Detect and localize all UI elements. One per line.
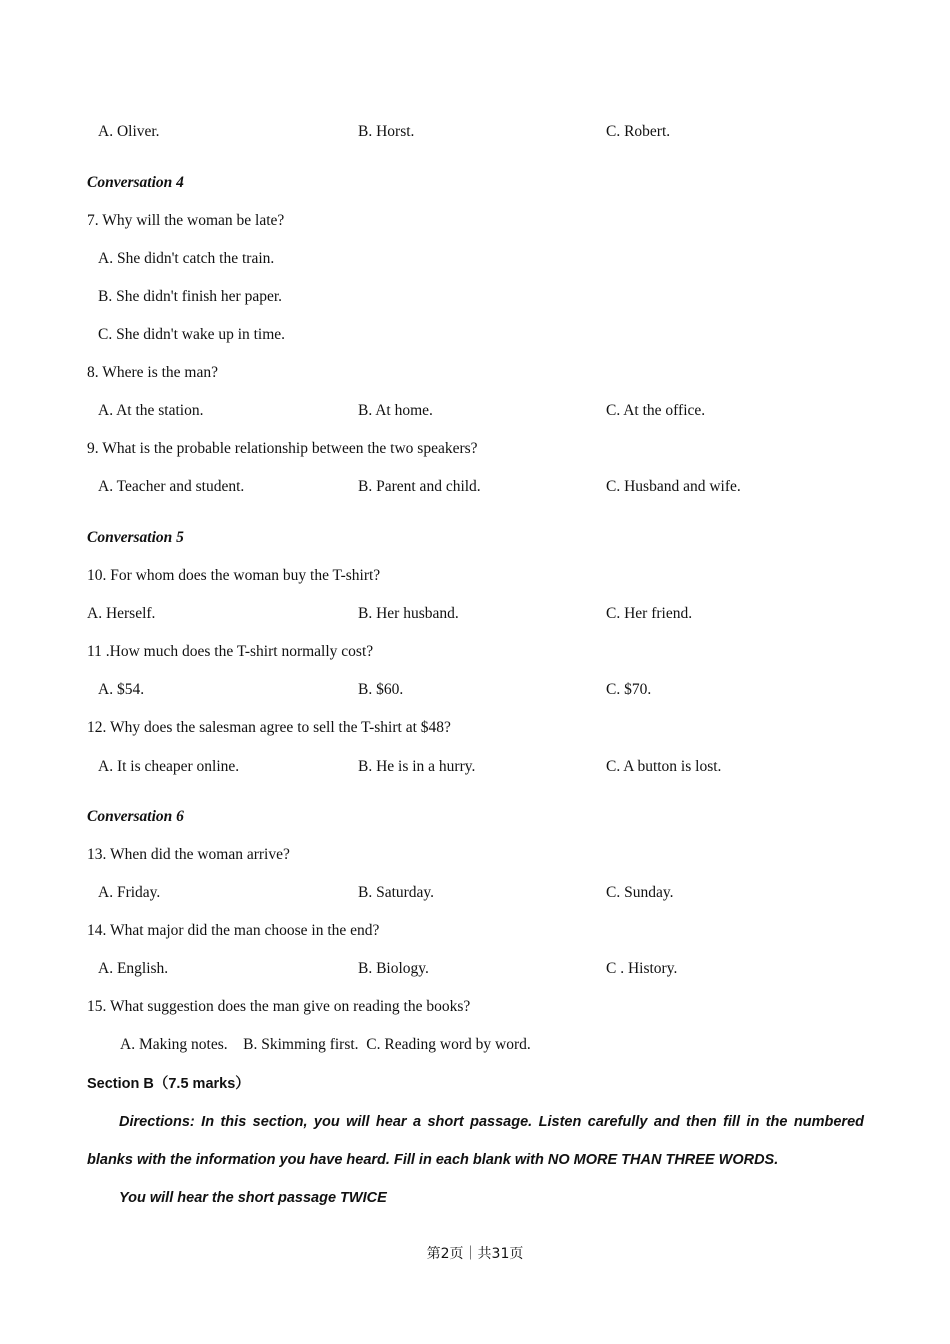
directions-line-1: Directions: In this section, you will hear a short passage. Listen carefully and then fill in the numbered [119, 1114, 864, 1130]
q6-option-c: C. Robert. [606, 123, 671, 140]
q7-option-b: B. She didn't finish her paper. [98, 288, 283, 305]
q8-option-b: B. At home. [358, 402, 433, 419]
q13-option-a: A. Friday. [98, 884, 161, 901]
q9-option-c: C. Husband and wife. [606, 478, 741, 495]
q15-options: A. Making notes. B. Skimming first. C. Reading word by word. [120, 1036, 531, 1053]
q14-option-b: B. Biology. [358, 960, 429, 977]
q6-option-b: B. Horst. [358, 123, 415, 140]
q13-stem: 13. When did the woman arrive? [87, 846, 290, 863]
q14-option-c: C . History. [606, 960, 678, 977]
q10-stem: 10. For whom does the woman buy the T-shirt? [87, 567, 381, 584]
q10-option-c: C. Her friend. [606, 605, 693, 622]
conversation-4-heading: Conversation 4 [87, 174, 184, 191]
q14-option-a: A. English. [98, 960, 169, 977]
section-b-note: You will hear the short passage TWICE [119, 1190, 387, 1206]
q9-option-a: A. Teacher and student. [98, 478, 245, 495]
conversation-5-heading: Conversation 5 [87, 529, 184, 546]
q7-option-c: C. She didn't wake up in time. [98, 326, 286, 343]
q11-option-b: B. $60. [358, 681, 404, 698]
conversation-6-heading: Conversation 6 [87, 808, 184, 825]
q9-option-b: B. Parent and child. [358, 478, 481, 495]
q7-option-a: A. She didn't catch the train. [98, 250, 275, 267]
directions-line-2: blanks with the information you have heard. Fill in each blank with NO MORE THAN THREE WORDS. [87, 1152, 779, 1168]
q6-option-a: A. Oliver. [98, 123, 160, 140]
q11-option-a: A. $54. [98, 681, 145, 698]
q11-option-c: C. $70. [606, 681, 652, 698]
q12-option-c: C. A button is lost. [606, 758, 722, 775]
q12-option-a: A. It is cheaper online. [98, 758, 240, 775]
q10-option-b: B. Her husband. [358, 605, 459, 622]
q13-option-c: C. Sunday. [606, 884, 674, 901]
q7-stem: 7. Why will the woman be late? [87, 212, 285, 229]
q11-stem: 11 .How much does the T-shirt normally cost? [87, 643, 374, 660]
q15-stem: 15. What suggestion does the man give on reading the books? [87, 998, 471, 1015]
q8-option-a: A. At the station. [98, 402, 204, 419]
q8-option-c: C. At the office. [606, 402, 706, 419]
q8-stem: 8. Where is the man? [87, 364, 218, 381]
q13-option-b: B. Saturday. [358, 884, 435, 901]
q14-stem: 14. What major did the man choose in the end? [87, 922, 380, 939]
q12-option-b: B. He is in a hurry. [358, 758, 476, 775]
q12-stem: 12. Why does the salesman agree to sell the T-shirt at $48? [87, 719, 451, 736]
page-footer: 第2页｜共31页 [426, 1246, 524, 1262]
section-b-heading: Section B（7.5 marks） [87, 1076, 250, 1092]
q9-stem: 9. What is the probable relationship between the two speakers? [87, 440, 478, 457]
q10-option-a: A. Herself. [87, 605, 156, 622]
